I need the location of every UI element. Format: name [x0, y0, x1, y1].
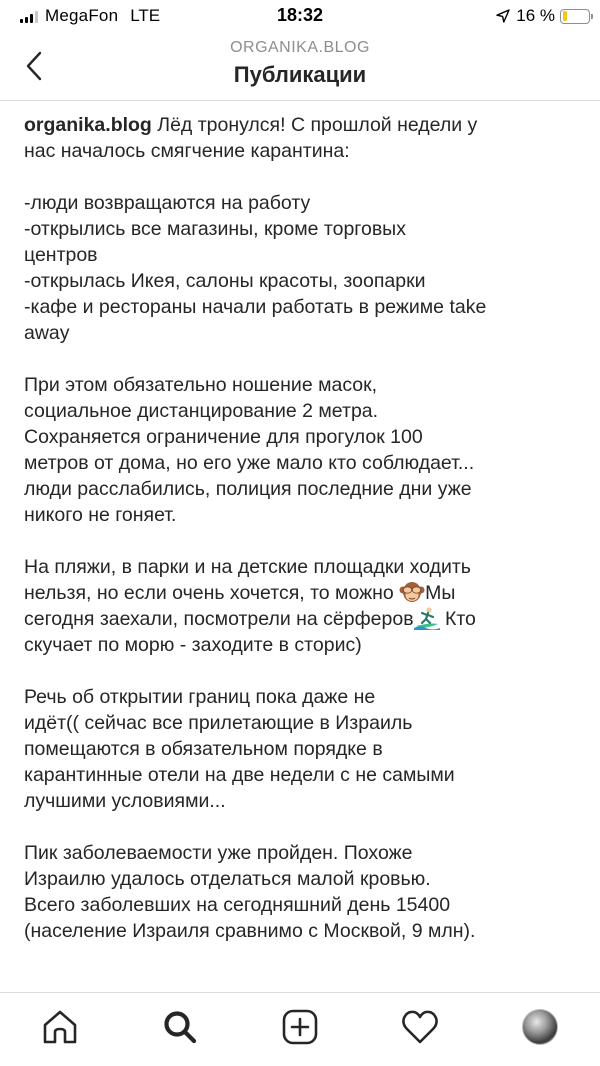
- caption-text: При этом обязательно ношение масок,: [24, 374, 378, 396]
- status-bar: [0, 0, 600, 34]
- activity-heart-icon: [400, 1008, 440, 1046]
- page-title: Публикации: [233, 62, 367, 87]
- caption-text: сегодня заехали, посмотрели на сёрферов: [24, 608, 414, 630]
- caption-text: лучшими условиями...: [24, 790, 226, 812]
- nav-search-button[interactable]: [150, 997, 210, 1057]
- location-icon: [496, 9, 510, 23]
- nav-activity-button[interactable]: [390, 997, 450, 1057]
- caption-text: Лёд тронулся! С прошлой недели у: [157, 114, 478, 136]
- caption-text: -люди возвращаются на работу: [24, 192, 311, 214]
- caption-paragraph: [24, 372, 576, 528]
- caption-text: Сохраняется ограничение для прогулок 100: [24, 426, 423, 448]
- caption-text: карантинные отели на две недели с не самыми: [24, 764, 455, 786]
- caption-text: Пик заболеваемости уже пройден. Похоже: [24, 842, 413, 864]
- profile-avatar: [522, 1009, 558, 1045]
- caption-username[interactable]: organika.blog: [24, 114, 152, 136]
- caption-text: никого не гоняет.: [24, 504, 177, 526]
- header-divider: [0, 100, 600, 101]
- caption-text: -кафе и рестораны начали работать в режиме take: [24, 296, 487, 318]
- caption-text: away: [24, 322, 70, 344]
- caption-paragraph: [24, 840, 576, 944]
- caption-text: -открылась Икея, салоны красоты, зоопарки: [24, 270, 426, 292]
- caption-text: люди расслабились, полиция последние дни уже: [24, 478, 472, 500]
- new-post-icon: [281, 1008, 319, 1046]
- caption-paragraph: [24, 112, 576, 164]
- caption-text: (население Израиля сравнимо с Москвой, 9 млн).: [24, 920, 476, 942]
- see-no-evil-monkey-emoji: [399, 580, 425, 604]
- caption-text: На пляжи, в парки и на детские площадки ходить: [24, 556, 471, 578]
- header: [0, 34, 600, 100]
- caption-text: Речь об открытии границ пока даже не: [24, 686, 376, 708]
- clock: 18:32: [276, 5, 324, 25]
- caption-text: Всего заболевших на сегодняшний день 15400: [24, 894, 451, 916]
- caption-text: нельзя, но если очень хочется, то можно: [24, 582, 400, 604]
- nav-home-button[interactable]: [30, 997, 90, 1057]
- caption-text: Мы: [425, 582, 456, 604]
- home-icon: [41, 1008, 79, 1046]
- caption-text: скучает по морю - заходите в сторис): [24, 634, 362, 656]
- caption-text: нас началось смягчение карантина:: [24, 140, 350, 162]
- battery-icon: [560, 9, 590, 24]
- caption-text: метров от дома, но его уже мало кто соблюдает...: [24, 452, 475, 474]
- bottom-nav: [0, 993, 600, 1066]
- caption-text: -открылись все магазины, кроме торговых: [24, 218, 406, 240]
- nav-profile-button[interactable]: [510, 997, 570, 1057]
- caption-paragraph: [24, 554, 576, 658]
- caption-text: Израилю удалось отделаться малой кровью.: [24, 868, 431, 890]
- battery-percent: 16 %: [516, 6, 555, 25]
- caption-text: идёт(( сейчас все прилетающие в Израиль: [24, 712, 413, 734]
- caption-text: социальное дистанцирование 2 метра.: [24, 400, 379, 422]
- search-icon: [161, 1008, 199, 1046]
- caption-text: помещаются в обязательном порядке в: [24, 738, 383, 760]
- surfer-emoji: [414, 606, 440, 630]
- account-name: ORGANIKA.BLOG: [230, 39, 370, 56]
- caption-text: Кто: [439, 608, 476, 630]
- nav-new-post-button[interactable]: [270, 997, 330, 1057]
- post-caption: [24, 112, 576, 992]
- carrier-name: MegaFon: [45, 6, 119, 25]
- caption-paragraph: [24, 190, 576, 346]
- network-type: LTE: [130, 6, 161, 25]
- caption-text: центров: [24, 244, 98, 266]
- caption-paragraph: [24, 684, 576, 814]
